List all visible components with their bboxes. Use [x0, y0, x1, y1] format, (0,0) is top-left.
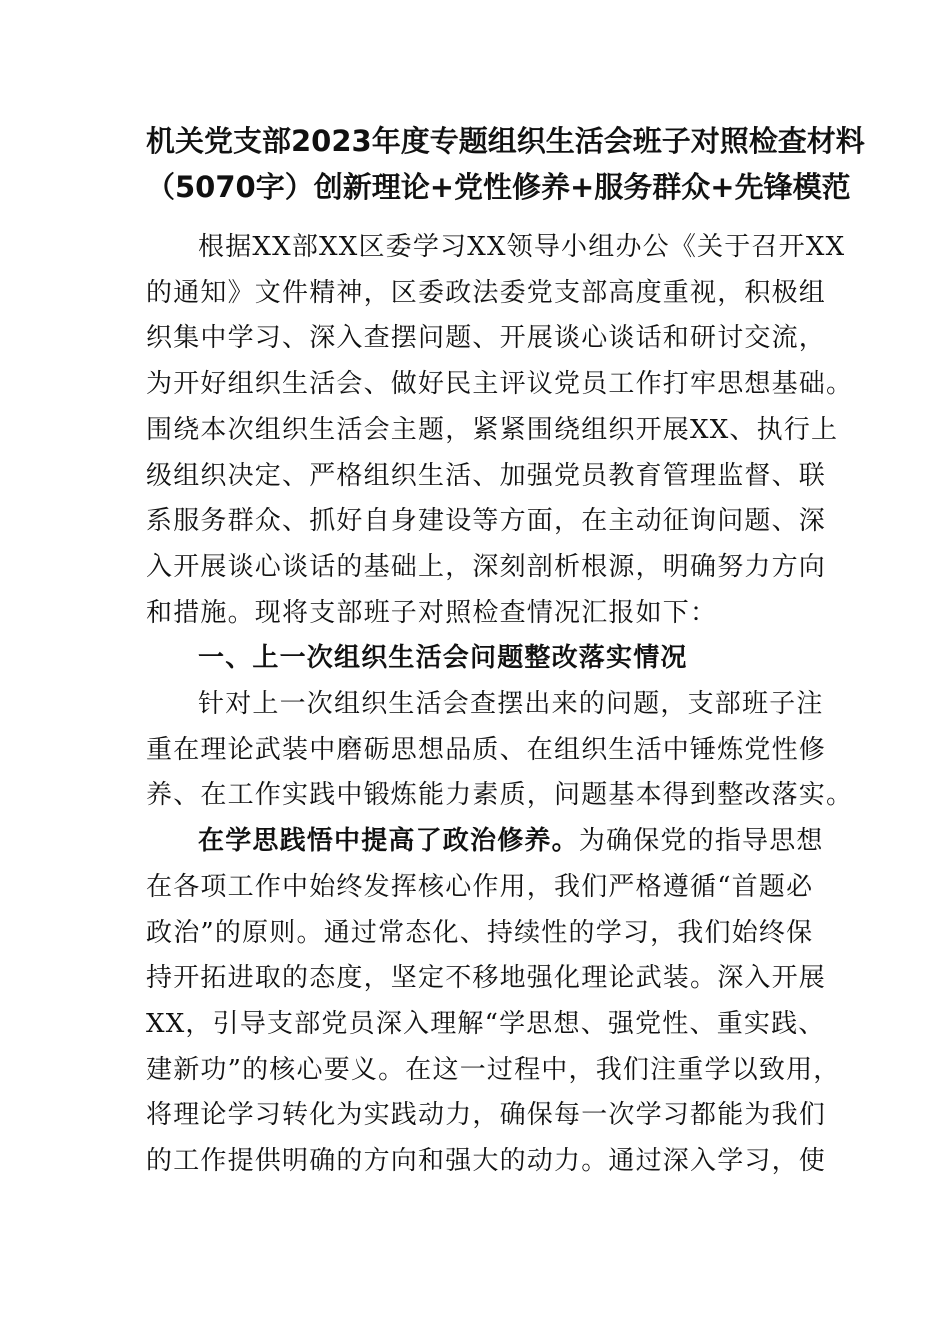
intro-line: 的通知》文件精神，区委政法委党支部高度重视，积极组 — [146, 277, 827, 308]
section-line: 重在理论武装中磨砺思想品质、在组织生活中锤炼党性修 — [146, 734, 827, 765]
intro-line: 为开好组织生活会、做好民主评议党员工作打牢思想基础。 — [146, 369, 854, 400]
document-title — [146, 118, 865, 210]
subsection-lead: 在学思践悟中提高了政治修养。 — [198, 826, 579, 857]
subsection-line: 持开拓进取的态度，坚定不移地强化理论武装。深入开展 — [146, 963, 827, 994]
subsection-line: 建新功”的核心要义。在这一过程中，我们注重学以致用， — [146, 1054, 841, 1085]
subsection-line: 政治”的原则。通过常态化、持续性的学习，我们始终保 — [146, 917, 814, 948]
intro-line: 系服务群众、抓好自身建设等方面，在主动征询问题、深 — [146, 506, 827, 537]
intro-line: 根据XX部XX区委学习XX领导小组办公《关于召开XX — [198, 232, 846, 262]
intro-line: 级组织决定、严格组织生活、加强党员教育管理监督、联 — [146, 460, 827, 491]
intro-line: 和措施。现将支部班子对照检查情况汇报如下： — [146, 597, 718, 628]
section-heading-block — [146, 636, 806, 682]
section-line: 针对上一次组织生活会查摆出来的问题，支部班子注 — [198, 689, 824, 720]
subsection-line: XX，引导支部党员深入理解“学思想、强党性、重实践、 — [146, 1008, 826, 1039]
section-line: 养、在工作实践中锻炼能力素质，问题基本得到整改落实。 — [146, 780, 854, 811]
subsection-line: 的工作提供明确的方向和强大的动力。通过深入学习，使 — [146, 1146, 827, 1177]
subsection-first-line-rest: 为确保党的指导思想 — [578, 826, 824, 857]
subsection-paragraph — [146, 819, 841, 1185]
title-line-2: （5070字）创新理论+党性修养+服务群众+先锋模范 — [146, 170, 851, 204]
section-heading: 一、上一次组织生活会问题整改落实情况 — [198, 643, 688, 674]
intro-line: 织集中学习、深入查摆问题、开展谈心谈话和研讨交流， — [146, 323, 827, 354]
subsection-line: 将理论学习转化为实践动力，确保每一次学习都能为我们 — [146, 1100, 827, 1131]
section-paragraph — [146, 682, 854, 819]
intro-paragraph — [146, 225, 854, 636]
intro-line: 围绕本次组织生活会主题，紧紧围绕组织开展XX、执行上 — [146, 414, 839, 445]
document-body — [146, 225, 854, 1185]
title-line-1: 机关党支部2023年度专题组织生活会班子对照检查材料 — [146, 124, 865, 158]
subsection-line: 在各项工作中始终发挥核心作用，我们严格遵循“首题必 — [146, 871, 814, 902]
intro-line: 入开展谈心谈话的基础上，深刻剖析根源，明确努力方向 — [146, 551, 827, 582]
subsection-first-line — [146, 819, 824, 865]
